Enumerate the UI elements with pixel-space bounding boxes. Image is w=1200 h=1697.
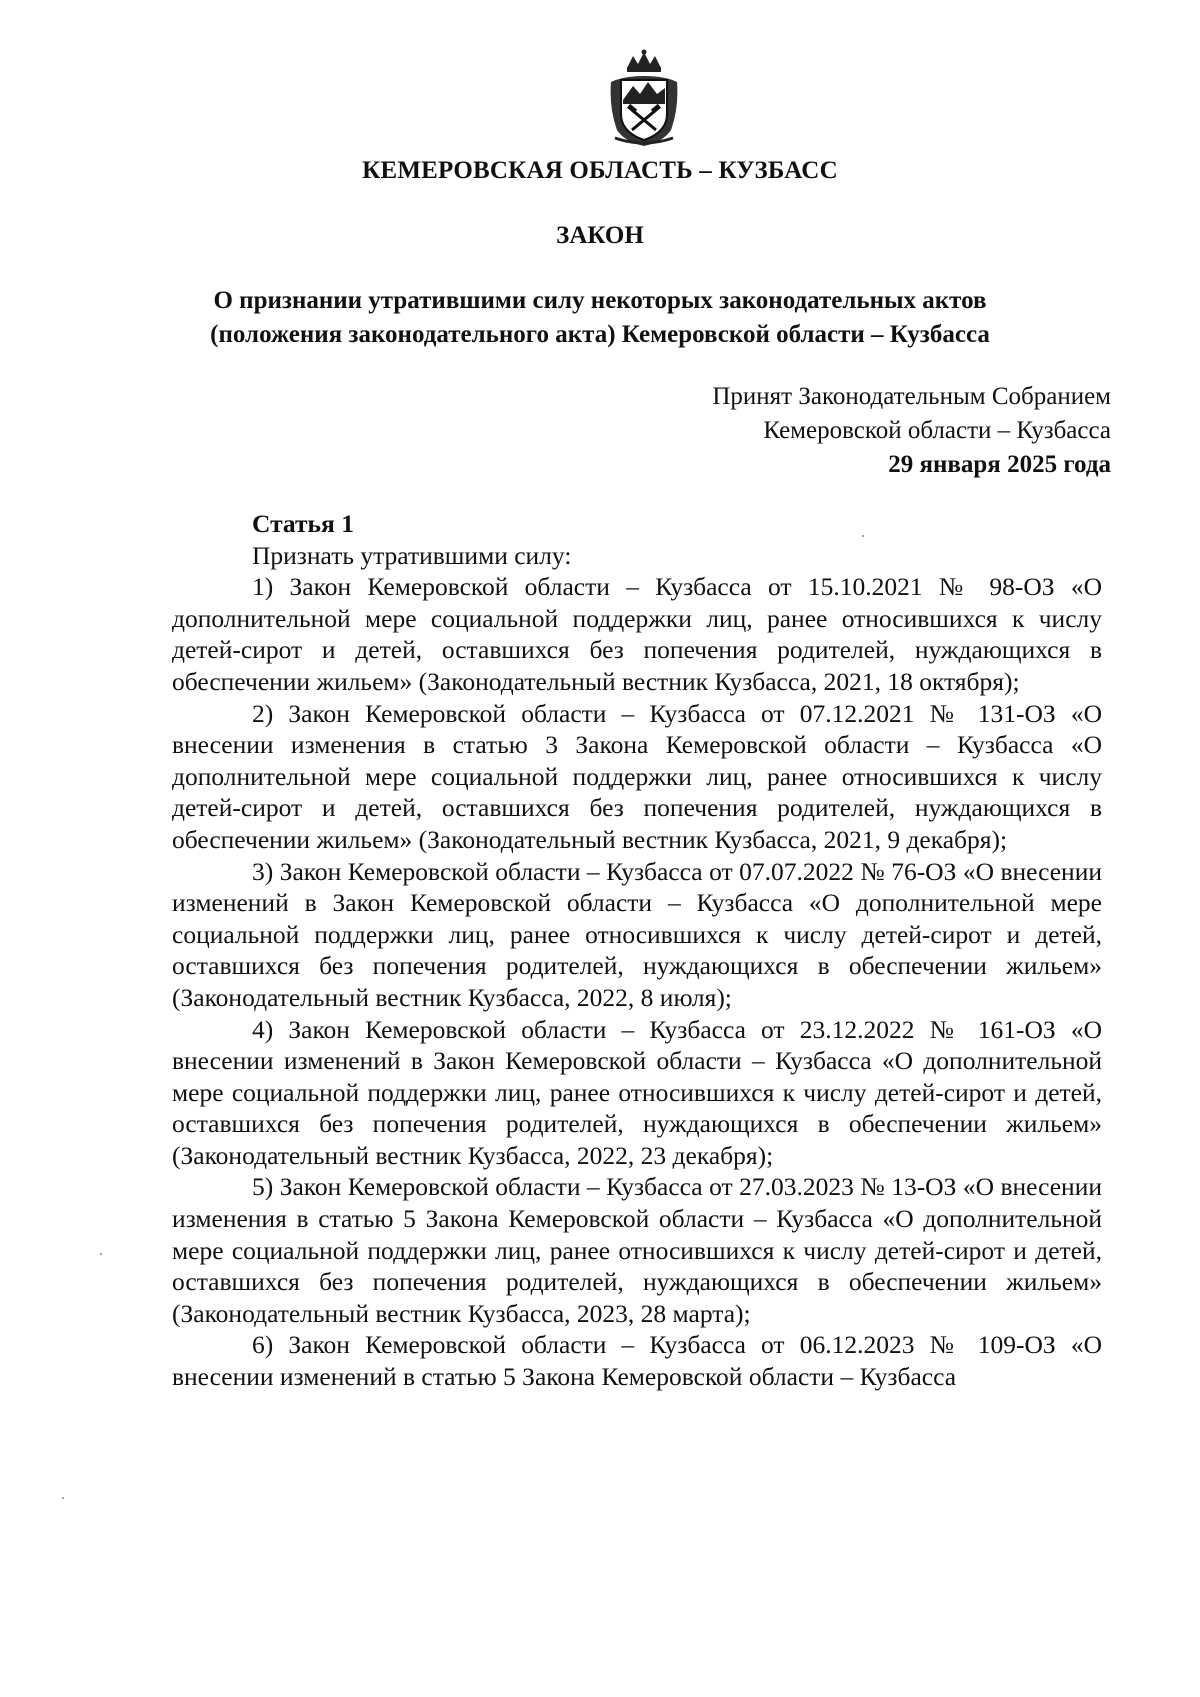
kuzbass-coat-of-arms-icon	[605, 48, 683, 148]
list-item: 1) Закон Кемеровской области – Кузбасса от 15.10.2021 № 98-ОЗ «О дополнительной мере социальной поддержки лиц, ранее относившихся к числу детей-сирот и детей, оставшихся без попечения родителей, нуждающихся в обеспечении жильем» (Законодательный вестник Кузбасса, 2021, 18 октября);	[172, 572, 1102, 696]
article-intro: Признать утратившими силу:	[252, 540, 572, 570]
scan-speck	[100, 1253, 102, 1255]
scan-speck	[862, 535, 864, 537]
list-item: 3) Закон Кемеровской области – Кузбасса от 07.07.2022 № 76-ОЗ «О внесении изменений в Закон Кемеровской области – Кузбасса «О дополнительной мере социальной поддержки лиц, ранее относившихся к числу детей-сирот и детей, оставшихся без попечения родителей, нуждающихся в обеспечении жильем» (Законодательный вестник Кузбасса, 2022, 8 июля);	[172, 856, 1102, 1012]
law-title-line-1: О признании утратившими силу некоторых законодательных актов	[213, 287, 987, 314]
list-item: 5) Закон Кемеровской области – Кузбасса от 27.03.2023 № 13-ОЗ «О внесении изменения в статью 5 Закона Кемеровской области – Кузбасса «О дополнительной мере социальной поддержки лиц, ранее относившихся к числу детей-сирот и детей, оставшихся без попечения родителей, нуждающихся в обеспечении жильем» (Законодательный вестник Кузбасса, 2023, 28 марта);	[172, 1172, 1102, 1328]
adoption-line-1: Принят Законодательным Собранием	[712, 383, 1111, 410]
adoption-date: 29 января 2025 года	[888, 451, 1111, 478]
list-item: 4) Закон Кемеровской области – Кузбасса от 23.12.2022 № 161-ОЗ «О внесении изменений в Закон Кемеровской области – Кузбасса «О дополнительной мере социальной поддержки лиц, ранее относившихся к числу детей-сирот и детей, оставшихся без попечения родителей, нуждающихся в обеспечении жильем» (Законодательный вестник Кузбасса, 2022, 23 декабря);	[172, 1014, 1102, 1170]
law-title	[150, 284, 1050, 352]
list-item: 2) Закон Кемеровской области – Кузбасса от 07.12.2021 № 131-ОЗ «О внесении изменения в статью 3 Закона Кемеровской области – Кузбасса «О дополнительной мере социальной поддержки лиц, ранее относившихся к числу детей-сирот и детей, оставшихся без попечения родителей, нуждающихся в обеспечении жильем» (Законодательный вестник Кузбасса, 2021, 9 декабря);	[172, 698, 1102, 854]
scan-speck	[62, 1497, 64, 1499]
law-title-line-2: (положения законодательного акта) Кемеровской области – Кузбасса	[210, 321, 990, 348]
document-type: ЗАКОН	[556, 222, 644, 249]
article-body	[172, 508, 1102, 1393]
region-name: КЕМЕРОВСКАЯ ОБЛАСТЬ – КУЗБАСС	[362, 157, 838, 184]
article-heading: Статья 1	[252, 509, 354, 538]
adoption-block	[520, 380, 1111, 482]
adoption-line-2: Кемеровской области – Кузбасса	[763, 417, 1111, 444]
list-item: 6) Закон Кемеровской области – Кузбасса от 06.12.2023 № 109-ОЗ «О внесении изменений в статью 5 Закона Кемеровской области – Кузбасса	[172, 1330, 1102, 1392]
